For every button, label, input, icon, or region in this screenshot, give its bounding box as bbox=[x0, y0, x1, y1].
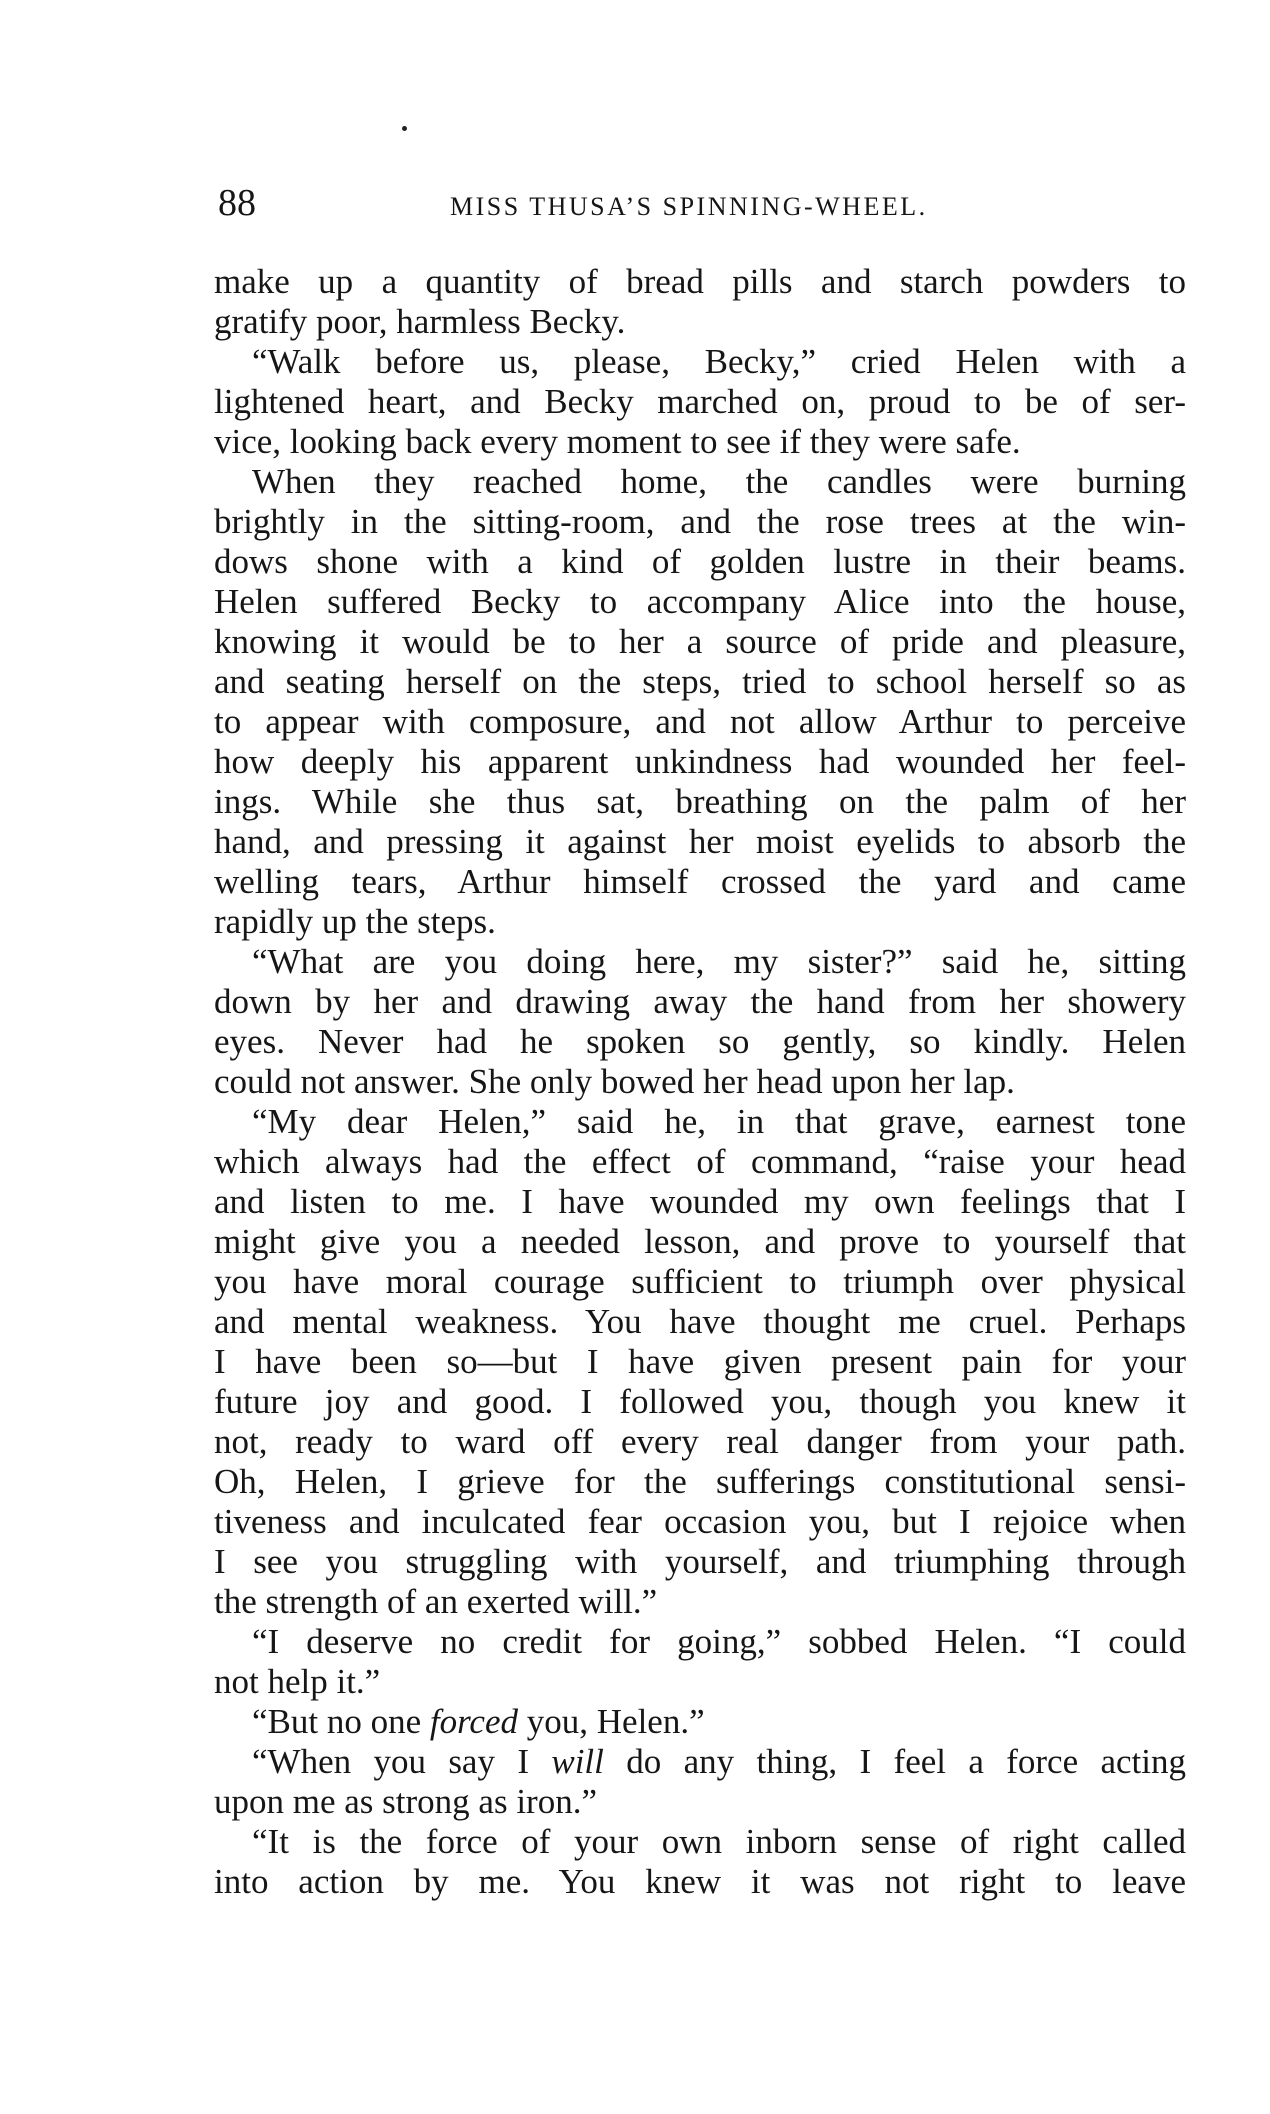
text-line: lightened heart, and Becky marched on, proud to be of ser- bbox=[214, 382, 1186, 421]
text-line: “Walk before us, please, Becky,” cried Helen with a bbox=[252, 342, 1186, 381]
text-line: into action by me. You knew it was not right to leave bbox=[214, 1862, 1186, 1901]
text-line: “But no one forced you, Helen.” bbox=[252, 1702, 705, 1741]
text-line: “When you say I will do any thing, I feel a force acting bbox=[252, 1742, 1186, 1781]
text-line: how deeply his apparent unkindness had wounded her feel- bbox=[214, 742, 1186, 781]
ink-speck bbox=[402, 126, 407, 131]
text-line: and seating herself on the steps, tried to school herself so as bbox=[214, 662, 1186, 701]
text-line: upon me as strong as iron.” bbox=[214, 1782, 597, 1821]
text-line: rapidly up the steps. bbox=[214, 902, 496, 941]
text-line: welling tears, Arthur himself crossed the yard and came bbox=[214, 862, 1186, 901]
text-line: not, ready to ward off every real danger from your path. bbox=[214, 1422, 1186, 1461]
text-line: to appear with composure, and not allow Arthur to perceive bbox=[214, 702, 1186, 741]
text-line: future joy and good. I followed you, though you knew it bbox=[214, 1382, 1186, 1421]
text-line: not help it.” bbox=[214, 1662, 381, 1701]
page-header bbox=[218, 178, 1198, 228]
running-head: MISS THUSA’S SPINNING-WHEEL. bbox=[450, 192, 928, 221]
text-line: “I deserve no credit for going,” sobbed Helen. “I could bbox=[252, 1622, 1186, 1661]
text-line: tiveness and inculcated fear occasion you, but I rejoice when bbox=[214, 1502, 1186, 1541]
text-line: you have moral courage sufficient to triumph over physical bbox=[214, 1262, 1186, 1301]
text-line: down by her and drawing away the hand from her showery bbox=[214, 982, 1186, 1021]
text-line: and listen to me. I have wounded my own feelings that I bbox=[214, 1182, 1186, 1221]
text-line: the strength of an exerted will.” bbox=[214, 1582, 658, 1621]
text-line: eyes. Never had he spoken so gently, so kindly. Helen bbox=[214, 1022, 1186, 1061]
text-line: ings. While she thus sat, breathing on the palm of her bbox=[214, 782, 1186, 821]
text-line: When they reached home, the candles were burning bbox=[252, 462, 1186, 501]
text-line: brightly in the sitting-room, and the rose trees at the win- bbox=[214, 502, 1186, 541]
text-line: might give you a needed lesson, and prove to yourself that bbox=[214, 1222, 1186, 1261]
text-line: could not answer. She only bowed her head upon her lap. bbox=[214, 1062, 1015, 1101]
text-line: hand, and pressing it against her moist eyelids to absorb the bbox=[214, 822, 1186, 861]
text-line: I have been so—but I have given present pain for your bbox=[214, 1342, 1186, 1381]
text-line: vice, looking back every moment to see if they were safe. bbox=[214, 422, 1021, 461]
text-line: gratify poor, harmless Becky. bbox=[214, 302, 626, 341]
text-line: “My dear Helen,” said he, in that grave, earnest tone bbox=[252, 1102, 1186, 1141]
text-line: and mental weakness. You have thought me cruel. Perhaps bbox=[214, 1302, 1186, 1341]
text-line: “It is the force of your own inborn sense of right called bbox=[252, 1822, 1186, 1861]
text-line: make up a quantity of bread pills and starch powders to bbox=[214, 262, 1186, 301]
text-line: I see you struggling with yourself, and triumphing through bbox=[214, 1542, 1186, 1581]
text-line: dows shone with a kind of golden lustre in their beams. bbox=[214, 542, 1186, 581]
text-line: which always had the effect of command, “raise your head bbox=[214, 1142, 1186, 1181]
text-line: Helen suffered Becky to accompany Alice into the house, bbox=[214, 582, 1186, 621]
text-line: Oh, Helen, I grieve for the sufferings constitutional sensi- bbox=[214, 1462, 1186, 1501]
page-number: 88 bbox=[218, 182, 256, 224]
text-line: knowing it would be to her a source of pride and pleasure, bbox=[214, 622, 1186, 661]
text-line: “What are you doing here, my sister?” said he, sitting bbox=[252, 942, 1186, 981]
body-text bbox=[214, 262, 1186, 1902]
